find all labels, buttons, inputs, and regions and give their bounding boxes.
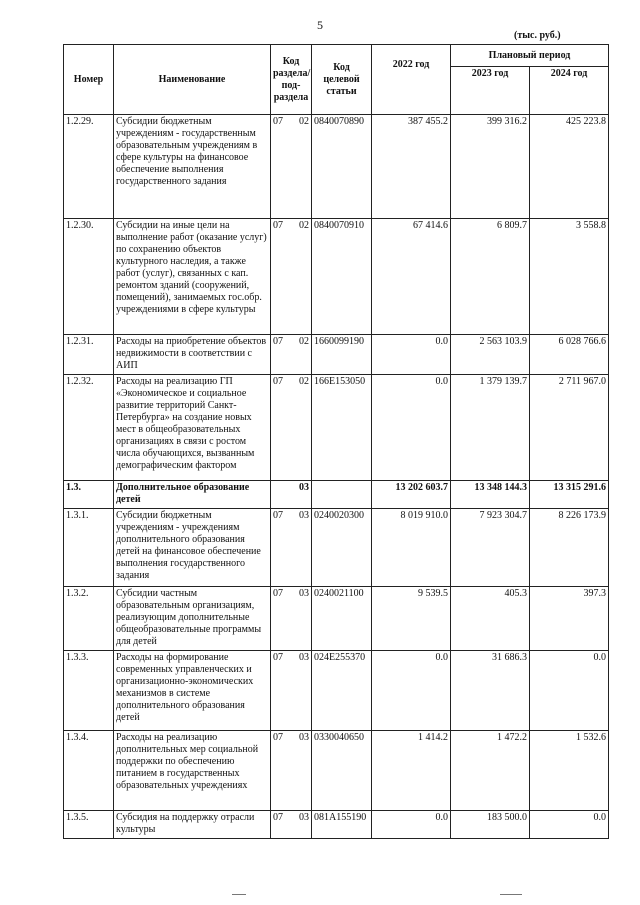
table-row (64, 219, 609, 335)
row-value-2023: 183 500.0 (451, 811, 530, 839)
row-section: 07 (273, 732, 283, 743)
row-name: Субсидия на поддержку отрасли культуры (114, 811, 271, 839)
row-value-2022: 0.0 (372, 811, 451, 839)
row-target-code: 081A155190 (312, 811, 372, 839)
row-target-code (312, 481, 372, 509)
row-value-2024: 2 711 967.0 (530, 375, 609, 481)
row-section: 07 (273, 220, 283, 231)
row-value-2024: 8 226 173.9 (530, 509, 609, 587)
header-2024: 2024 год (530, 67, 609, 115)
row-subsection: 02 (299, 376, 309, 387)
row-subsection: 03 (299, 652, 309, 663)
row-section-code (271, 509, 312, 587)
row-name: Дополнительное образование детей (114, 481, 271, 509)
row-section: 07 (273, 812, 283, 823)
row-section-code (271, 375, 312, 481)
table-row (64, 115, 609, 219)
row-section: 07 (273, 588, 283, 599)
header-section-code: Код раздела/ под- раздела (271, 45, 312, 115)
row-value-2023: 2 563 103.9 (451, 335, 530, 375)
row-value-2024: 1 532.6 (530, 731, 609, 811)
row-value-2024: 397.3 (530, 587, 609, 651)
row-value-2022: 387 455.2 (372, 115, 451, 219)
row-number: 1.3.1. (64, 509, 114, 587)
row-subsection: 02 (299, 220, 309, 231)
row-subsection: 02 (299, 336, 309, 347)
row-value-2022: 13 202 603.7 (372, 481, 451, 509)
header-target-code: Код целевой статьи (312, 45, 372, 115)
table-row (64, 335, 609, 375)
row-section-code (271, 219, 312, 335)
row-section-code (271, 481, 312, 509)
header-2022: 2022 год (372, 45, 451, 115)
units-label: (тыс. руб.) (514, 30, 561, 41)
row-number: 1.2.32. (64, 375, 114, 481)
row-value-2024: 0.0 (530, 651, 609, 731)
row-value-2024: 3 558.8 (530, 219, 609, 335)
row-value-2024: 13 315 291.6 (530, 481, 609, 509)
row-number: 1.3.4. (64, 731, 114, 811)
row-target-code: 166E153050 (312, 375, 372, 481)
row-value-2022: 0.0 (372, 375, 451, 481)
row-subsection: 03 (299, 812, 309, 823)
table-row (64, 481, 609, 509)
row-name: Расходы на формирование современных управленческих и организационно-экономических механизмов в системе дополнительного образования детей (114, 651, 271, 731)
scan-artifact (500, 894, 522, 895)
row-number: 1.3.5. (64, 811, 114, 839)
row-subsection: 03 (299, 510, 309, 521)
row-subsection: 03 (299, 482, 309, 493)
row-target-code: 0240020300 (312, 509, 372, 587)
row-name: Субсидии бюджетным учреждениям - учреждениям дополнительного образования детей на финансовое обеспечение выполнения государственного задания (114, 509, 271, 587)
table-row (64, 651, 609, 731)
budget-table (63, 44, 609, 839)
row-value-2022: 1 414.2 (372, 731, 451, 811)
row-value-2022: 67 414.6 (372, 219, 451, 335)
row-section-code (271, 731, 312, 811)
row-subsection: 02 (299, 116, 309, 127)
header-2023: 2023 год (451, 67, 530, 115)
row-name: Расходы на реализацию дополнительных мер социальной поддержки по обеспечению питанием в государственных образовательных учреждениях (114, 731, 271, 811)
row-target-code: 0840070910 (312, 219, 372, 335)
row-number: 1.2.31. (64, 335, 114, 375)
row-target-code: 0840070890 (312, 115, 372, 219)
row-name: Субсидии бюджетным учреждениям - государственным образовательным учреждениям в сфере культуры на финансовое обеспечение выполнения государственного задания (114, 115, 271, 219)
row-value-2023: 13 348 144.3 (451, 481, 530, 509)
row-value-2022: 0.0 (372, 651, 451, 731)
row-value-2023: 405.3 (451, 587, 530, 651)
row-number: 1.3.3. (64, 651, 114, 731)
table-row (64, 509, 609, 587)
row-section-code (271, 335, 312, 375)
header-name: Наименование (114, 45, 271, 115)
row-target-code: 024E255370 (312, 651, 372, 731)
table-row (64, 375, 609, 481)
row-section: 07 (273, 652, 283, 663)
row-value-2024: 425 223.8 (530, 115, 609, 219)
row-value-2023: 1 379 139.7 (451, 375, 530, 481)
row-name: Расходы на реализацию ГП «Экономическое и социальное развитие территорий Санкт-Петербурга» на создание новых мест в общеобразовательных организациях в связи с ростом числа обучающихся, вызванным демографическим фактором (114, 375, 271, 481)
header-number: Номер (64, 45, 114, 115)
row-section: 07 (273, 336, 283, 347)
row-name: Субсидии частным образовательным организациям, реализующим дополнительные общеобразовательные программы для детей (114, 587, 271, 651)
row-value-2023: 31 686.3 (451, 651, 530, 731)
table-row (64, 811, 609, 839)
row-subsection: 03 (299, 588, 309, 599)
row-subsection: 03 (299, 732, 309, 743)
row-value-2023: 399 316.2 (451, 115, 530, 219)
row-number: 1.3. (64, 481, 114, 509)
row-target-code: 1660099190 (312, 335, 372, 375)
row-section-code (271, 115, 312, 219)
row-section: 07 (273, 116, 283, 127)
row-value-2023: 7 923 304.7 (451, 509, 530, 587)
row-section-code (271, 651, 312, 731)
row-target-code: 0240021100 (312, 587, 372, 651)
row-name: Расходы на приобретение объектов недвижимости в соответствии с АИП (114, 335, 271, 375)
header-planned-period: Плановый период (451, 45, 609, 67)
row-number: 1.2.30. (64, 219, 114, 335)
row-target-code: 0330040650 (312, 731, 372, 811)
row-value-2024: 0.0 (530, 811, 609, 839)
table-row (64, 587, 609, 651)
row-section-code (271, 587, 312, 651)
row-number: 1.3.2. (64, 587, 114, 651)
row-value-2022: 9 539.5 (372, 587, 451, 651)
row-value-2022: 0.0 (372, 335, 451, 375)
row-section-code (271, 811, 312, 839)
page-number: 5 (317, 18, 323, 32)
row-section: 07 (273, 376, 283, 387)
row-value-2022: 8 019 910.0 (372, 509, 451, 587)
row-value-2023: 1 472.2 (451, 731, 530, 811)
table-row (64, 731, 609, 811)
row-value-2024: 6 028 766.6 (530, 335, 609, 375)
scan-artifact (232, 894, 246, 895)
row-name: Субсидии на иные цели на выполнение работ (оказание услуг) по сохранению объектов культурного наследия, а также работ (услуг), связанных с кап. ремонтом зданий (сооружений, помещений), занимаемых гос.обр. учреждениями в сфере культуры (114, 219, 271, 335)
row-number: 1.2.29. (64, 115, 114, 219)
row-section: 07 (273, 510, 283, 521)
row-value-2023: 6 809.7 (451, 219, 530, 335)
